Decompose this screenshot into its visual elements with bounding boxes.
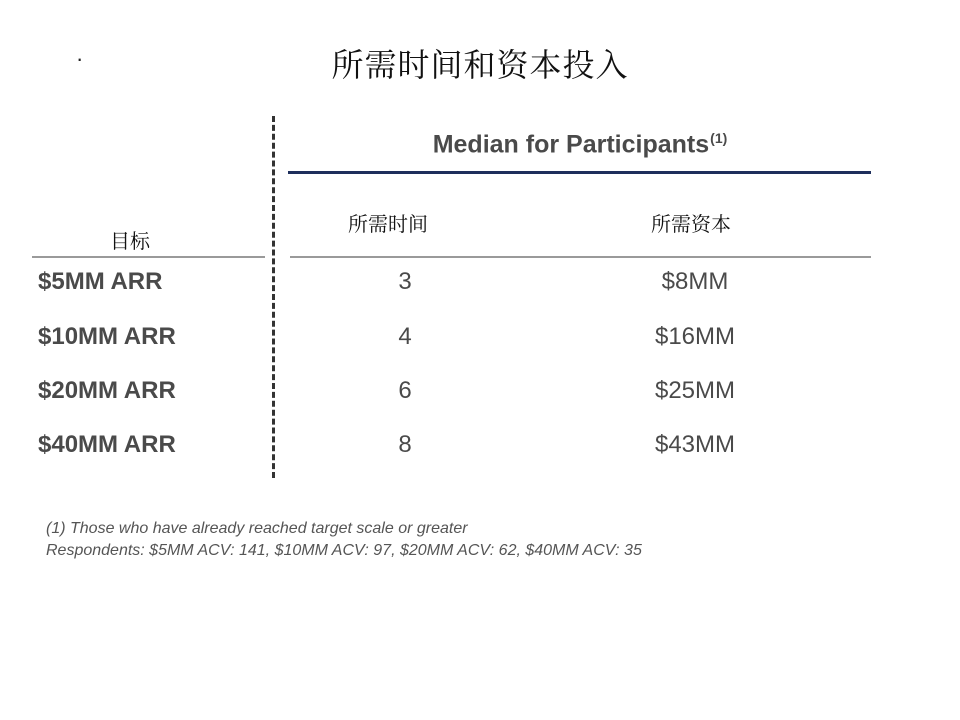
footnote-line-1: (1) Those who have already reached target scale or greater bbox=[46, 520, 468, 537]
capital-cell: $16MM bbox=[654, 323, 736, 350]
goal-column-rule bbox=[32, 256, 265, 258]
column-header-capital: 所需资本 bbox=[651, 212, 731, 236]
column-header-time: 所需时间 bbox=[348, 212, 428, 236]
bullet-dot: · bbox=[76, 46, 84, 71]
table-row bbox=[0, 377, 960, 417]
header-rule bbox=[288, 171, 871, 174]
time-cell: 6 bbox=[398, 377, 412, 404]
group-header-label: Median for Participants bbox=[432, 130, 710, 159]
time-cell: 4 bbox=[398, 323, 412, 350]
time-cell: 3 bbox=[398, 268, 412, 295]
goal-cell: $20MM ARR bbox=[38, 377, 176, 404]
capital-cell: $25MM bbox=[654, 377, 736, 404]
values-column-rule bbox=[290, 256, 871, 258]
capital-cell: $8MM bbox=[661, 268, 729, 295]
footnote bbox=[46, 518, 642, 562]
goal-cell: $10MM ARR bbox=[38, 323, 176, 350]
group-header bbox=[290, 130, 870, 159]
goal-cell: $40MM ARR bbox=[38, 431, 176, 458]
goal-cell: $5MM ARR bbox=[38, 268, 163, 295]
time-cell: 8 bbox=[398, 431, 412, 458]
table-row bbox=[0, 323, 960, 363]
footnote-ref: (1) bbox=[710, 130, 728, 146]
capital-cell: $43MM bbox=[654, 431, 736, 458]
page-title: 所需时间和资本投入 bbox=[331, 46, 629, 84]
table-row bbox=[0, 268, 960, 308]
column-header-goal: 目标 bbox=[110, 229, 150, 253]
footnote-line-2: Respondents: $5MM ACV: 141, $10MM ACV: 97, $20MM ACV: 62, $40MM ACV: 35 bbox=[46, 542, 642, 559]
table-row bbox=[0, 431, 960, 471]
